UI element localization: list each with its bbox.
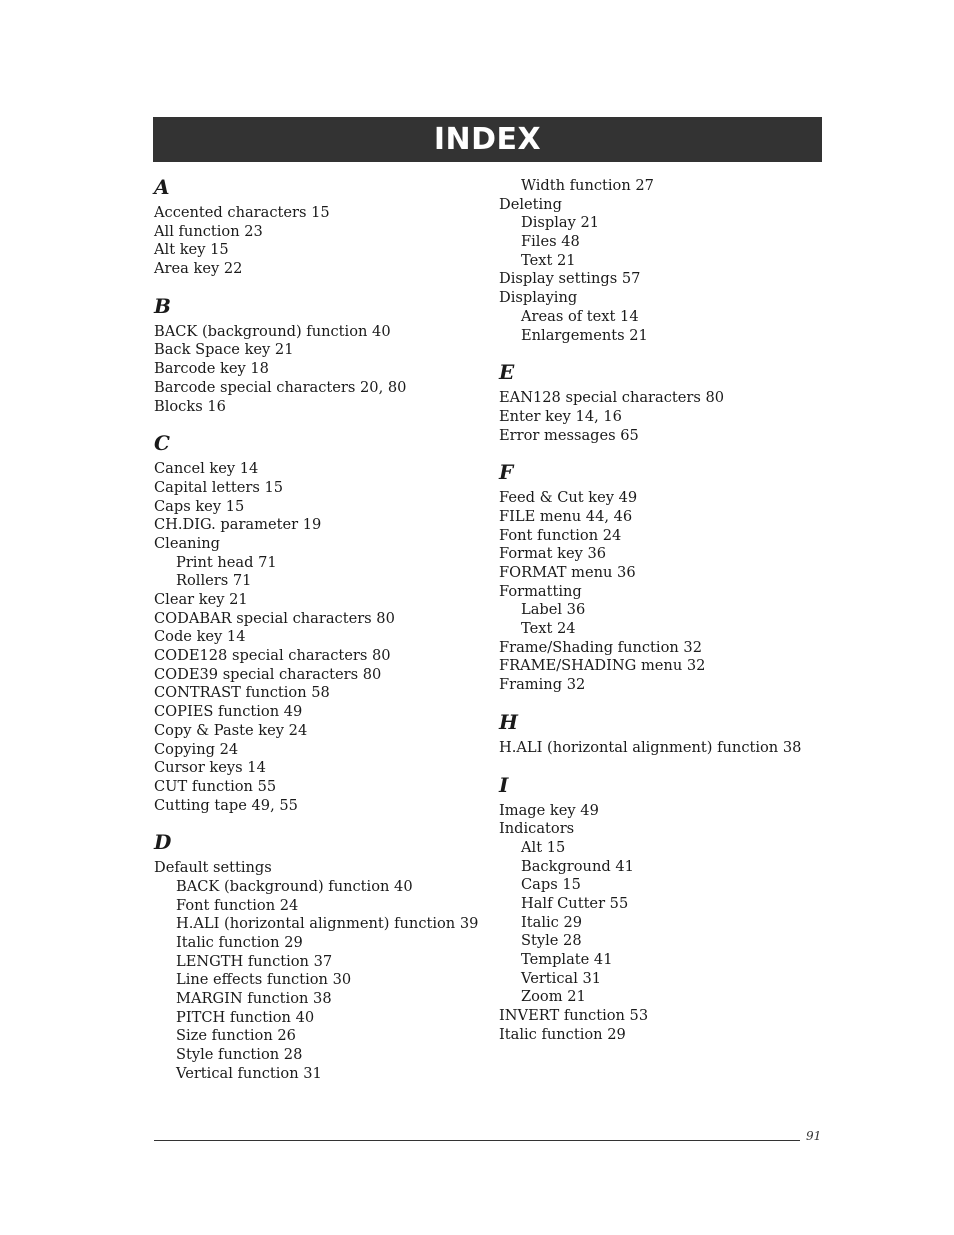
index-entry: Font function 24	[499, 526, 622, 544]
index-entry: BACK (background) function 40	[154, 322, 391, 340]
index-section	[499, 359, 829, 445]
index-entry: Deleting	[499, 195, 562, 213]
index-section	[499, 459, 829, 695]
index-subentry: Enlargements 21	[521, 326, 648, 344]
index-entry: Copy & Paste key 24	[154, 721, 308, 739]
index-entry: CODE39 special characters 80	[154, 665, 382, 683]
index-entry: Cursor keys 14	[154, 759, 266, 777]
index-entry: Enter key 14, 16	[499, 407, 622, 425]
index-subentry: LENGTH function 37	[176, 952, 333, 970]
index-entry: Frame/Shading function 32	[499, 638, 702, 656]
section-letter-heading: I	[499, 772, 509, 797]
index-subentry: Vertical 31	[521, 969, 602, 987]
index-section	[154, 829, 484, 1083]
index-subentry: Files 48	[521, 233, 580, 251]
index-subentry: Caps 15	[521, 876, 581, 894]
section-letter-heading: F	[499, 460, 514, 485]
index-entry: Barcode key 18	[154, 360, 269, 378]
index-subentry: Display 21	[521, 214, 600, 232]
index-subentry: Italic function 29	[176, 934, 303, 951]
index-entry: Area key 22	[154, 260, 243, 278]
index-entry: Alt key 15	[154, 241, 229, 259]
index-subentry: Zoom 21	[521, 988, 586, 1006]
index-section	[499, 772, 829, 1045]
index-column-left	[154, 174, 484, 1084]
index-entry: CODABAR special characters 80	[154, 609, 395, 627]
index-subentry: Text 21	[521, 251, 576, 269]
index-entry: Error messages 65	[499, 426, 639, 444]
index-entry: Barcode special characters 20, 80	[154, 378, 407, 396]
index-entry: FILE menu 44, 46	[499, 507, 633, 525]
index-subentry: Alt 15	[521, 838, 566, 856]
index-entry: INVERT function 53	[499, 1007, 649, 1025]
index-subentry: Line effects function 30	[176, 971, 352, 989]
index-section	[154, 430, 484, 815]
index-subentry: Template 41	[521, 951, 613, 968]
index-subentry: Style function 28	[176, 1046, 303, 1064]
index-entry: Display settings 57	[499, 270, 641, 288]
index-entry: Copying 24	[154, 740, 239, 758]
section-letter-heading: D	[154, 830, 172, 855]
section-letter-heading: H	[499, 709, 518, 734]
index-entry: COPIES function 49	[154, 703, 303, 721]
index-subentry: BACK (background) function 40	[176, 877, 413, 895]
index-section	[154, 293, 484, 416]
index-subentry: MARGIN function 38	[176, 990, 332, 1008]
index-entry: Cleaning	[154, 534, 220, 552]
index-entry: Framing 32	[499, 676, 586, 694]
index-subentry: PITCH function 40	[176, 1008, 315, 1026]
index-entry: CODE128 special characters 80	[154, 647, 391, 665]
page-number: 91	[806, 1129, 822, 1143]
index-entry: Caps key 15	[154, 497, 245, 515]
index-entry: Cancel key 14	[154, 460, 259, 478]
index-subentry: Background 41	[521, 857, 634, 875]
index-subentry: Text 24	[521, 620, 576, 638]
index-subentry: Italic 29	[521, 913, 583, 931]
index-subentry: Width function 27	[521, 177, 654, 194]
index-entry: CONTRAST function 58	[154, 684, 330, 702]
index-entry: Formatting	[499, 582, 582, 600]
index-entry: Italic function 29	[499, 1025, 626, 1043]
index-subentry: Size function 26	[176, 1027, 296, 1045]
page-title-bar	[153, 117, 822, 162]
index-section	[499, 709, 829, 758]
index-entry: Image key 49	[499, 801, 599, 819]
index-entry: EAN128 special characters 80	[499, 389, 725, 407]
index-entry: H.ALI (horizontal alignment) function 38	[499, 738, 802, 756]
index-entry: Back Space key 21	[154, 341, 294, 359]
index-section	[154, 174, 484, 279]
index-subentry: Half Cutter 55	[521, 894, 629, 912]
index-subentry: Vertical function 31	[176, 1064, 322, 1082]
index-subentry: H.ALI (horizontal alignment) function 39	[176, 915, 479, 933]
index-entry: CUT function 55	[154, 777, 277, 795]
page-title: INDEX	[433, 122, 542, 157]
footer-rule	[154, 1140, 800, 1141]
index-entry: Capital letters 15	[154, 478, 284, 496]
index-entry: Format key 36	[499, 545, 607, 563]
index-entry: All function 23	[154, 222, 263, 240]
index-subentry: Areas of text 14	[521, 307, 639, 325]
index-entry: Displaying	[499, 289, 578, 307]
section-letter-heading: E	[499, 360, 515, 385]
index-entry: Indicators	[499, 820, 575, 838]
index-entry: Cutting tape 49, 55	[154, 796, 298, 814]
section-letter-heading: A	[154, 175, 170, 199]
index-subentry: Print head 71	[176, 553, 277, 571]
index-column-right	[499, 177, 829, 1044]
index-entry: Clear key 21	[154, 591, 248, 608]
index-section	[499, 177, 829, 345]
index-entry: Default settings	[154, 859, 272, 877]
index-subentry: Font function 24	[176, 896, 299, 914]
section-letter-heading: C	[154, 431, 170, 456]
section-letter-heading: B	[154, 293, 171, 318]
index-entry: FRAME/SHADING menu 32	[499, 657, 706, 675]
index-entry: CH.DIG. parameter 19	[154, 516, 322, 534]
index-entry: Code key 14	[154, 628, 246, 646]
index-subentry: Style 28	[521, 932, 582, 950]
index-subentry: Label 36	[521, 601, 586, 619]
index-entry: Accented characters 15	[154, 204, 330, 221]
index-entry: Feed & Cut key 49	[499, 489, 638, 507]
index-entry: Blocks 16	[154, 397, 226, 415]
index-subentry: Rollers 71	[176, 572, 252, 590]
index-entry: FORMAT menu 36	[499, 564, 636, 581]
